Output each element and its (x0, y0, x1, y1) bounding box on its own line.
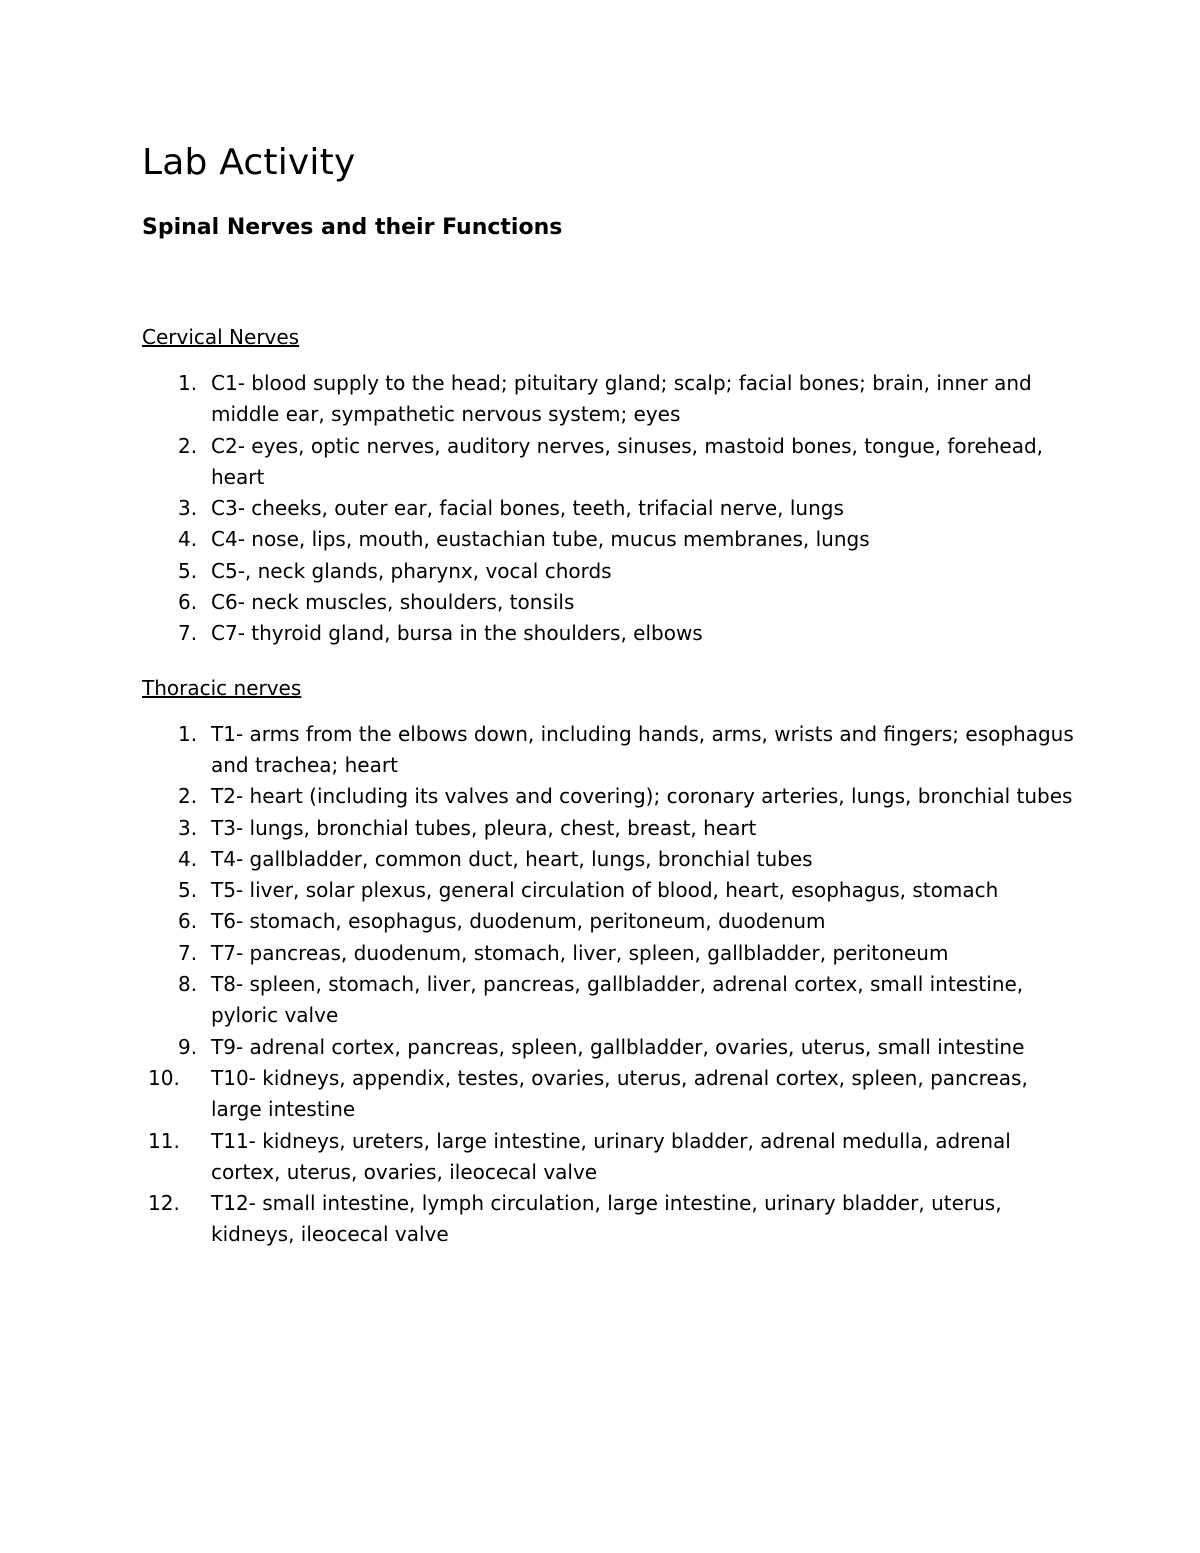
list-item (142, 781, 1082, 812)
list-item (142, 875, 1082, 906)
list-item-number: 2. (178, 784, 198, 809)
list-item-text: C7- thyroid gland, bursa in the shoulders, elbows (211, 621, 703, 646)
list-item-number: 6. (178, 909, 198, 934)
list-item (142, 556, 1082, 587)
list-item (142, 431, 1082, 494)
list-item (142, 587, 1082, 618)
list-item (142, 906, 1082, 937)
list-item (142, 938, 1082, 969)
list-item-number: 7. (178, 940, 198, 965)
document-content (142, 138, 1082, 1251)
list-item-number: 10. (148, 1065, 180, 1090)
cervical-nerve-list (142, 368, 1082, 650)
list-item-number: 4. (178, 527, 198, 552)
document-subtitle: Spinal Nerves and their Functions (142, 215, 563, 240)
list-item-text: T6- stomach, esophagus, duodenum, peritoneum, duodenum (211, 909, 826, 934)
thoracic-nerve-list (142, 719, 1082, 1251)
list-item (142, 368, 1082, 431)
list-item-number: 6. (178, 590, 198, 615)
list-item-text: T9- adrenal cortex, pancreas, spleen, gallbladder, ovaries, uterus, small intestine (211, 1034, 1025, 1059)
list-item (142, 1188, 1082, 1251)
list-item-number: 3. (178, 496, 198, 521)
list-item-text: T10- kidneys, appendix, testes, ovaries, uterus, adrenal cortex, spleen, pancreas, large intestine (211, 1065, 1028, 1122)
list-item (142, 1032, 1082, 1063)
list-item-number: 8. (178, 972, 198, 997)
list-item (142, 1126, 1082, 1189)
list-item-number: 1. (178, 721, 198, 746)
list-item-text: C6- neck muscles, shoulders, tonsils (211, 590, 575, 615)
list-item-text: T5- liver, solar plexus, general circulation of blood, heart, esophagus, stomach (211, 878, 999, 903)
list-item (142, 719, 1082, 782)
list-item-text: C3- cheeks, outer ear, facial bones, teeth, trifacial nerve, lungs (211, 496, 844, 521)
list-item-text: C2- eyes, optic nerves, auditory nerves, sinuses, mastoid bones, tongue, forehead, heart (211, 433, 1044, 489)
list-item-text: C1- blood supply to the head; pituitary gland; scalp; facial bones; brain, inner and middle ear, sympathetic nervous system; eyes (211, 371, 1032, 427)
list-item-text: T12- small intestine, lymph circulation, large intestine, urinary bladder, uterus, kidneys, ileocecal valve (211, 1191, 1002, 1247)
section-heading-cervical: Cervical Nerves (142, 325, 300, 349)
list-item (142, 1063, 1082, 1126)
list-item-number: 12. (148, 1191, 180, 1216)
list-item-text: T2- heart (including its valves and covering); coronary arteries, lungs, bronchial tubes (211, 784, 1073, 809)
list-item (142, 844, 1082, 875)
list-item (142, 524, 1082, 555)
document-title: Lab Activity (142, 142, 356, 183)
list-item-number: 11. (148, 1128, 180, 1153)
list-item-text: T7- pancreas, duodenum, stomach, liver, spleen, gallbladder, peritoneum (211, 940, 949, 965)
list-item (142, 618, 1082, 649)
list-item-text: T8- spleen, stomach, liver, pancreas, gallbladder, adrenal cortex, small intestine, pyloric valve (211, 972, 1024, 1028)
list-item-text: C5-, neck glands, pharynx, vocal chords (211, 558, 612, 583)
list-item-number: 7. (178, 621, 198, 646)
section-heading-thoracic: Thoracic nerves (142, 675, 302, 700)
list-item-text: T11- kidneys, ureters, large intestine, urinary bladder, adrenal medulla, adrenal cortex, uterus, ovaries, ileocecal valve (211, 1128, 1011, 1184)
list-item-number: 1. (178, 371, 198, 395)
list-item-number: 3. (178, 815, 198, 840)
list-item (142, 493, 1082, 524)
list-item-number: 2. (178, 433, 198, 458)
list-item-number: 5. (178, 558, 198, 583)
list-item-text: T4- gallbladder, common duct, heart, lungs, bronchial tubes (211, 846, 813, 871)
list-item-number: 4. (178, 846, 198, 871)
list-item-text: C4- nose, lips, mouth, eustachian tube, mucus membranes, lungs (211, 527, 870, 552)
list-item-text: T1- arms from the elbows down, including hands, arms, wrists and fingers; esophagus and trachea; heart (211, 721, 1074, 777)
list-item-text: T3- lungs, bronchial tubes, pleura, chest, breast, heart (211, 815, 757, 840)
list-item (142, 969, 1082, 1032)
list-item (142, 813, 1082, 844)
list-item-number: 9. (178, 1034, 198, 1059)
list-item-number: 5. (178, 878, 198, 903)
